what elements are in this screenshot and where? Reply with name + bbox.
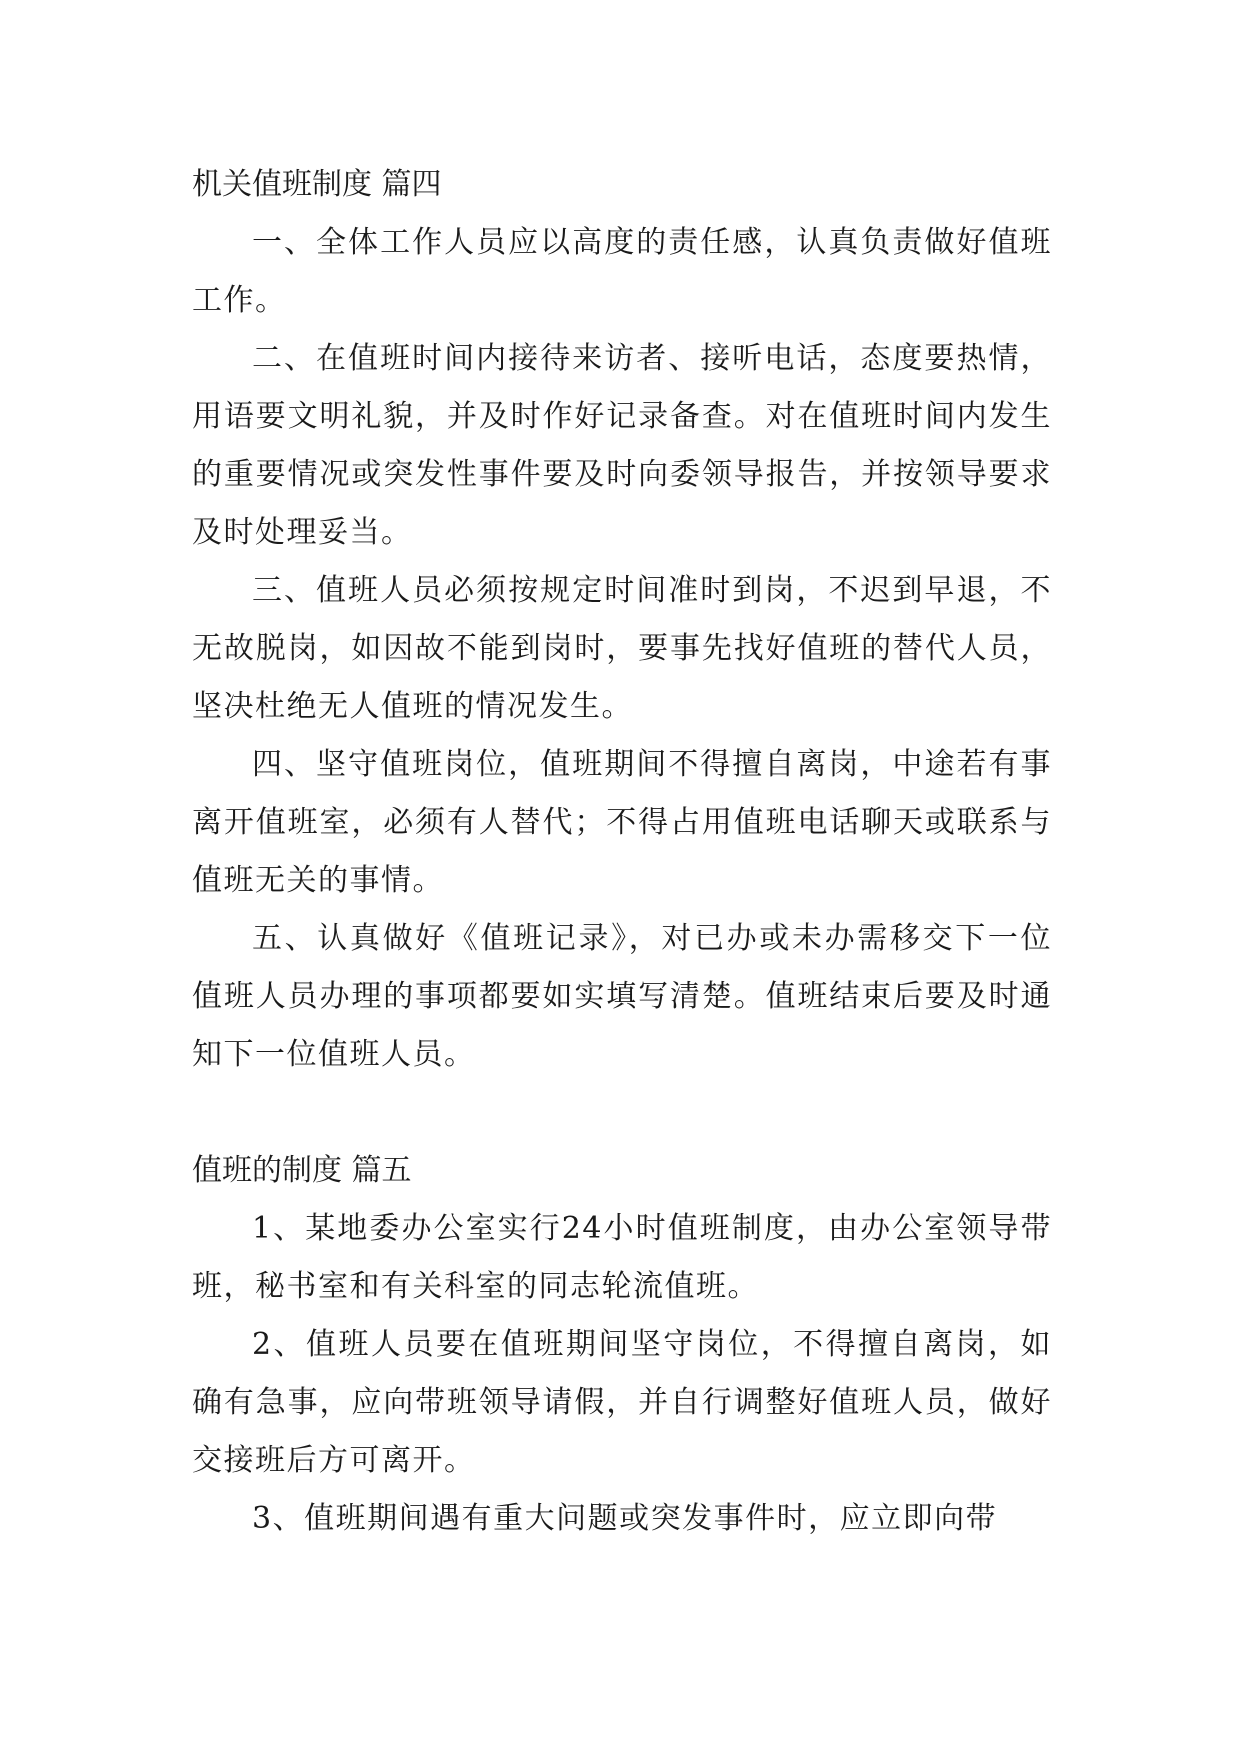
paragraph: 1、某地委办公室实行24小时值班制度，由办公室领导带班，秘书室和有关科室的同志轮流值班。 — [192, 1211, 1052, 1304]
paragraph: 四、坚守值班岗位，值班期间不得擅自离岗，中途若有事离开值班室，必须有人替代；不得占用值班电话聊天或联系与值班无关的事情。 — [192, 747, 1052, 898]
section-5 — [192, 1142, 1052, 1548]
section-title: 值班的制度 篇五 — [192, 1153, 412, 1188]
section-4 — [192, 156, 1052, 1084]
section-spacer — [192, 1084, 1052, 1142]
paragraph: 一、全体工作人员应以高度的责任感，认真负责做好值班工作。 — [192, 225, 1052, 318]
paragraph: 二、在值班时间内接待来访者、接听电话，态度要热情，用语要文明礼貌，并及时作好记录备查。对在值班时间内发生的重要情况或突发性事件要及时向委领导报告，并按领导要求及时处理妥当。 — [192, 341, 1052, 550]
section-title: 机关值班制度 篇四 — [192, 167, 442, 202]
paragraph: 五、认真做好《值班记录》，对已办或未办需移交下一位值班人员办理的事项都要如实填写清楚。值班结束后要及时通知下一位值班人员。 — [192, 921, 1052, 1072]
document-page — [192, 156, 1052, 1548]
paragraph: 2、值班人员要在值班期间坚守岗位，不得擅自离岗，如确有急事，应向带班领导请假，并自行调整好值班人员，做好交接班后方可离开。 — [192, 1327, 1052, 1478]
paragraph: 3、值班期间遇有重大问题或突发事件时，应立即向带 — [252, 1501, 998, 1536]
paragraph: 三、值班人员必须按规定时间准时到岗，不迟到早退，不无故脱岗，如因故不能到岗时，要事先找好值班的替代人员，坚决杜绝无人值班的情况发生。 — [192, 573, 1052, 724]
